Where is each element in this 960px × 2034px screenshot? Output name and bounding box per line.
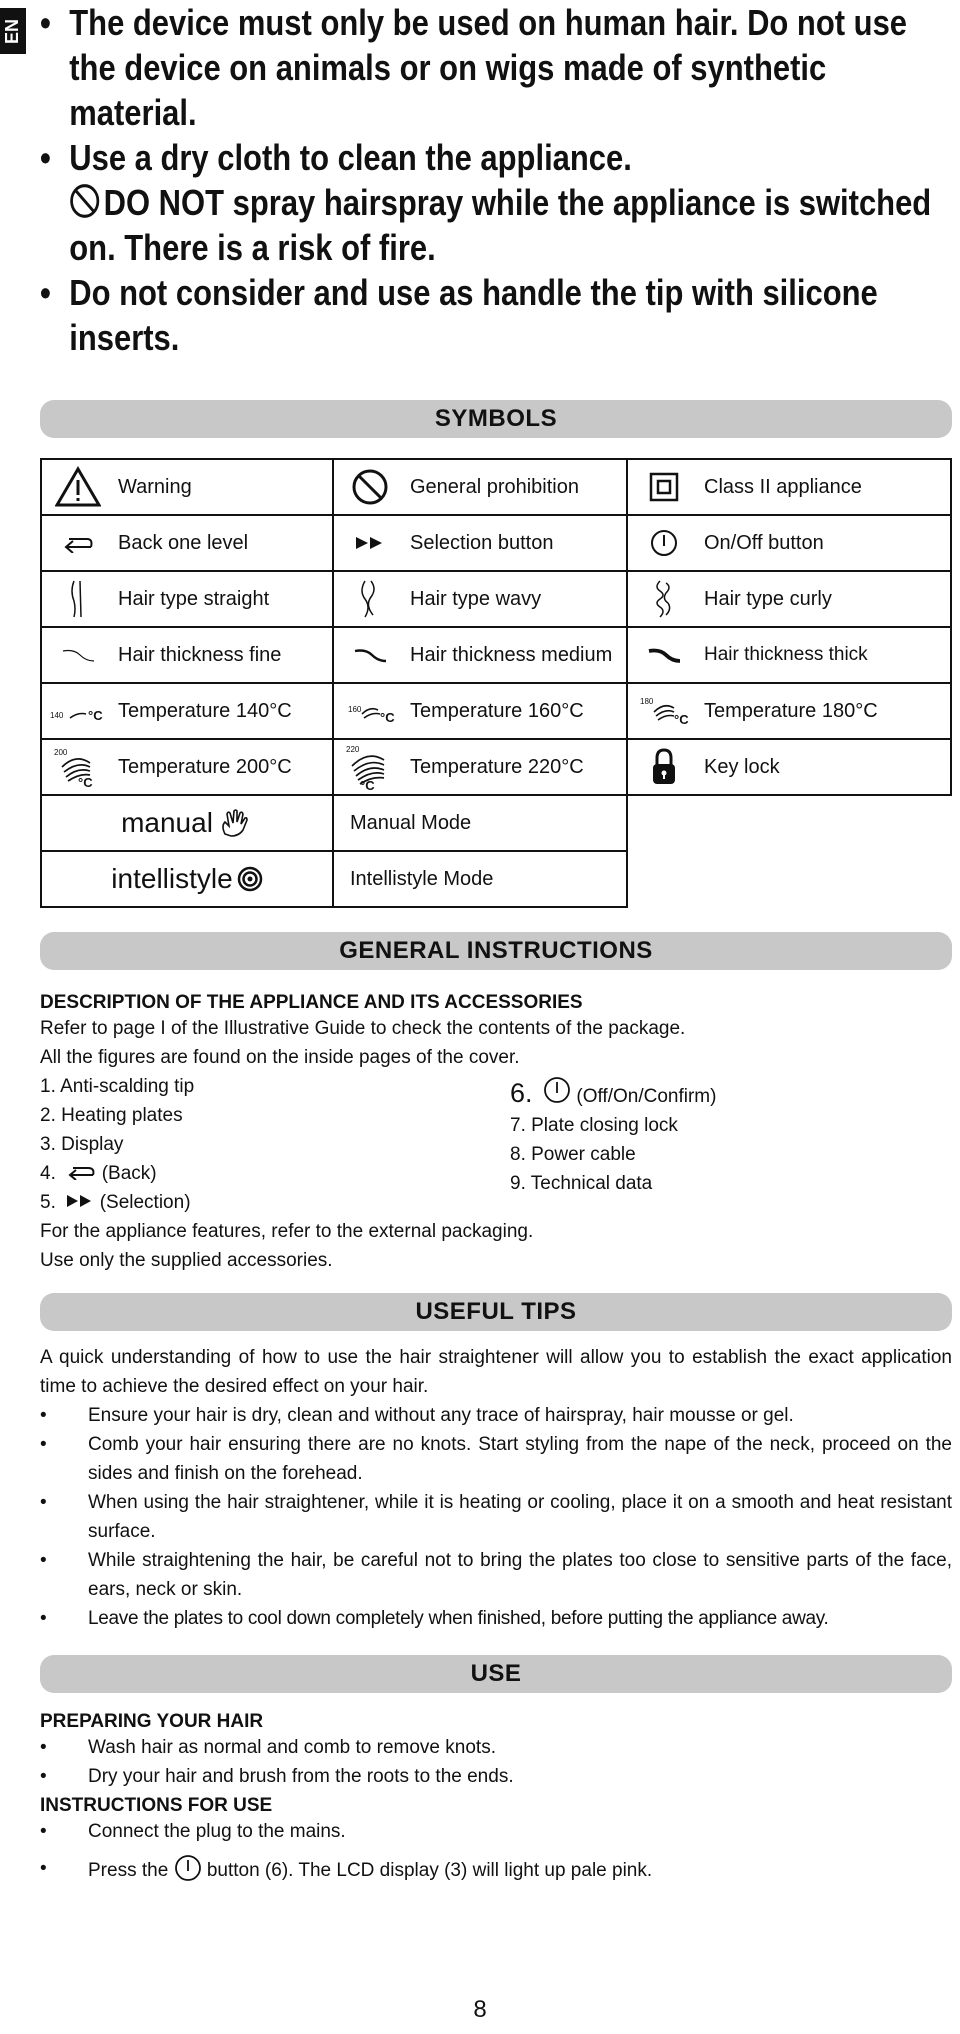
part-item: 8. Power cable [510,1144,636,1165]
subheading: INSTRUCTIONS FOR USE [40,1795,273,1816]
symbol-label: General prohibition [410,475,579,498]
back-arrow-icon [66,1164,96,1180]
celsius-unit: °C [674,712,689,727]
temperature-180-icon [634,694,694,728]
instructions-list [40,1817,952,1885]
safety-text: DO NOT spray hairspray while the appliance is switched on. There is a risk of fire. [69,182,932,268]
lock-icon [649,747,679,787]
tip-item: • Comb your hair ensuring there are no knots. Start styling from the nape of the neck, proceed on the sides and finish on the forehead. [40,1430,952,1488]
temperature-icon-value: 140 [50,711,64,720]
part-text: (Back) [101,1163,157,1184]
tip-item: • When using the hair straightener, while it is heating or cooling, place it on a smooth and heat resistant surface. [40,1488,952,1546]
symbol-label: Selection button [410,531,554,554]
temperature-icon-value: 200 [54,748,68,757]
part-item: 9. Technical data [510,1173,653,1194]
section-heading: GENERAL INSTRUCTIONS [339,937,653,964]
paragraph: Use only the supplied accessories. [40,1250,333,1271]
tips-section [40,1343,952,1633]
warning-icon [55,466,101,508]
symbol-label: Temperature 220°C [410,755,584,778]
prohibition-icon [69,183,100,219]
hair-wavy-icon [357,579,383,619]
class-ii-icon [649,472,679,502]
symbol-label: Key lock [704,755,780,778]
symbol-label: On/Off button [704,531,824,554]
part-item: 2. Heating plates [40,1105,183,1126]
safety-item [40,180,952,270]
part-item [510,1076,716,1111]
symbol-label: Hair type curly [704,587,832,610]
celsius-unit: °C [88,708,103,723]
paragraph: For the appliance features, refer to the external packaging. [40,1221,534,1242]
tips-list [40,1401,952,1633]
symbol-label: Hair type wavy [410,587,542,610]
part-item: 1. Anti-scalding tip [40,1076,195,1097]
part-item: 3. Display [40,1134,124,1155]
paragraph: A quick understanding of how to use the hair straightener will allow you to establish the exact application time to achieve the desired effect on your hair. [40,1347,952,1397]
safety-item [40,135,952,180]
symbol-label: Hair thickness thick [704,644,868,665]
hair-curly-icon [650,579,678,619]
section-heading: SYMBOLS [434,405,558,432]
symbol-label: Back one level [118,531,249,554]
temperature-160-icon [340,696,400,726]
hair-straight-icon [66,579,90,619]
safety-text: The device must only be used on human hair. Do not use the device on animals or on wigs made of synthetic material. [69,2,908,133]
power-icon [174,1854,202,1882]
tips-heading-bar [40,1293,952,1331]
thickness-medium-icon [352,645,388,665]
instruction-text: Press the [88,1860,169,1881]
part-text: (Selection) [99,1192,191,1213]
tip-item: • Ensure your hair is dry, clean and without any trace of hairspray, hair mousse or gel. [40,1401,952,1430]
symbol-label: Temperature 160°C [410,699,584,722]
temperature-220-icon [340,742,400,792]
temperature-icon-value: 160 [348,705,362,714]
prep-item: • Wash hair as normal and comb to remove knots. [40,1733,952,1762]
safety-list [40,0,952,360]
tip-item: • While straightening the hair, be careful not to bring the plates too close to sensitive parts of the face, ears, neck or skin. [40,1546,952,1604]
general-section [40,992,952,1275]
power-icon [649,528,679,558]
part-text: (Off/On/Confirm) [576,1086,717,1107]
subheading: DESCRIPTION OF THE APPLIANCE AND ITS ACCESSORIES [40,992,583,1013]
intellistyle-logo [42,852,332,906]
thickness-fine-icon [60,645,96,665]
manual-page [40,0,952,1885]
section-heading: USEFUL TIPS [415,1298,577,1325]
part-item [40,1188,510,1217]
prep-item: • Dry your hair and brush from the roots to the ends. [40,1762,952,1791]
instruction-item [40,1854,952,1885]
symbol-label: Hair thickness medium [410,643,613,666]
selection-icon [354,535,386,551]
safety-text: Use a dry cloth to clean the appliance. [69,137,632,178]
general-heading-bar [40,932,952,970]
celsius-unit: °C [78,775,93,789]
symbol-label: Intellistyle Mode [350,867,494,890]
intellistyle-icon [237,866,263,892]
section-heading: USE [470,1660,522,1687]
paragraph: All the figures are found on the inside pages of the cover. [40,1047,520,1068]
temperature-icon-value: 180 [640,697,654,706]
symbol-label: Temperature 200°C [118,755,292,778]
safety-item [40,270,952,360]
symbol-label: Hair type straight [118,587,270,610]
symbol-label: Warning [118,475,192,498]
prep-list [40,1733,952,1791]
temperature-icon-value: 220 [346,745,360,754]
part-number: 4. [40,1163,56,1184]
instruction-item: • Connect the plug to the mains. [40,1817,952,1846]
language-tab [0,8,26,54]
hand-icon [219,808,253,838]
parts-list [40,1072,952,1217]
part-number: 5. [40,1192,56,1213]
symbol-label: Temperature 140°C [118,699,292,722]
power-icon [543,1076,571,1104]
selection-icon [66,1194,94,1208]
temperature-140-icon [48,698,108,724]
paragraph: Refer to page I of the Illustrative Guide to check the contents of the package. [40,1018,686,1039]
symbol-label: Temperature 180°C [704,699,878,722]
subheading: PREPARING YOUR HAIR [40,1711,264,1732]
safety-text: Do not consider and use as handle the tip with silicone inserts. [69,272,878,358]
page-number: 8 [473,1996,487,2023]
use-section [40,1711,952,1885]
intellistyle-logo-text: intellistyle [111,863,233,894]
language-code: EN [2,18,23,44]
tip-item: • Leave the plates to cool down completely when finished, before putting the appliance away. [40,1604,952,1633]
manual-logo [42,796,332,850]
back-arrow-icon [61,533,95,553]
symbols-heading-bar [40,400,952,438]
part-item: 7. Plate closing lock [510,1115,678,1136]
symbols-table [40,458,952,908]
symbol-label: Hair thickness fine [118,643,282,666]
thickness-thick-icon [646,645,682,665]
part-number: 6. [510,1078,533,1108]
symbol-label: Manual Mode [350,811,472,834]
celsius-unit: °C [360,778,375,792]
use-heading-bar [40,1655,952,1693]
celsius-unit: °C [380,710,395,725]
part-item [40,1159,510,1188]
symbol-label: Class II appliance [704,475,862,498]
prohibition-icon [350,467,390,507]
safety-item [40,0,952,135]
temperature-200-icon [48,745,108,789]
manual-logo-text: manual [121,807,213,838]
instruction-text: button (6). The LCD display (3) will light up pale pink. [206,1860,653,1881]
